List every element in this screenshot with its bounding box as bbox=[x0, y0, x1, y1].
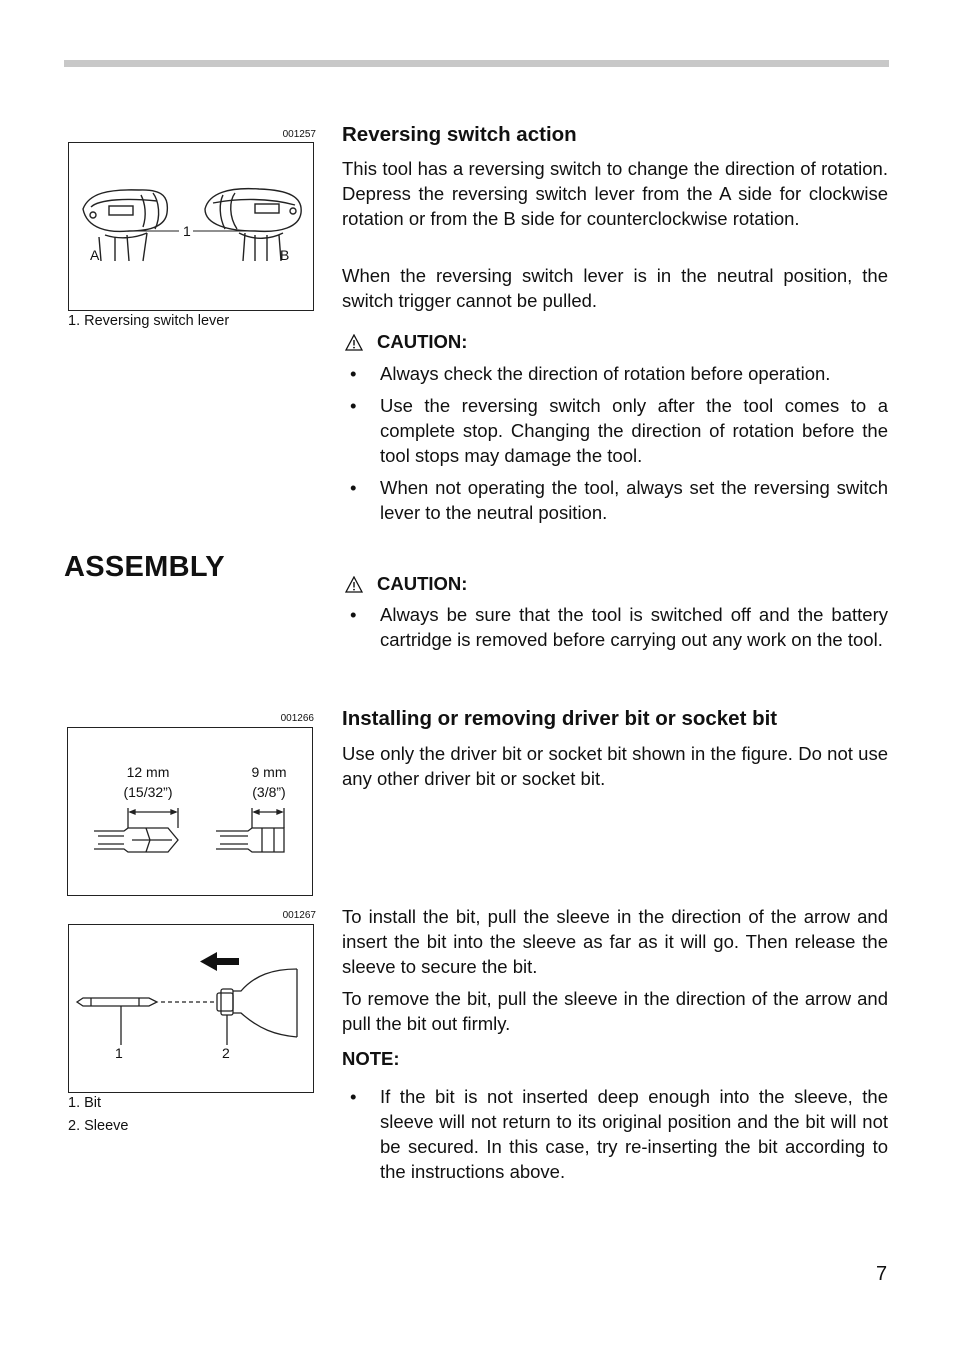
label-b: B bbox=[280, 247, 290, 263]
figure-caption-1 bbox=[68, 310, 229, 333]
label-1: 1 bbox=[183, 223, 191, 239]
sleeve-drawing bbox=[217, 969, 297, 1045]
reversing-paragraph-2: When the reversing switch lever is in the neutral position, the switch trigger cannot be pulled. bbox=[342, 265, 888, 311]
list-item: • Always check the direction of rotation before operation. bbox=[350, 363, 831, 384]
caution-label: CAUTION: bbox=[377, 573, 468, 594]
bit-sleeve-illustration bbox=[69, 925, 312, 1091]
driver-bit-drawing bbox=[94, 808, 178, 852]
caption-item: 1. Bit bbox=[68, 1095, 102, 1111]
dim2-inch: (3/8”) bbox=[252, 784, 286, 800]
figure-code-001257: 001257 bbox=[282, 129, 316, 140]
figure-bit-dimensions bbox=[67, 727, 313, 896]
note-list bbox=[342, 1084, 888, 1191]
pull-arrow-icon bbox=[200, 952, 239, 971]
assembly-caution-list bbox=[342, 602, 888, 659]
label-2: 2 bbox=[222, 1045, 230, 1061]
figure-bit-sleeve bbox=[68, 924, 314, 1093]
installing-paragraph-3: To remove the bit, pull the sleeve in the direction of the arrow and pull the bit out firmly. bbox=[342, 988, 888, 1034]
header-rule bbox=[64, 60, 889, 67]
caution-heading bbox=[345, 573, 467, 595]
dim1-value: 12 mm bbox=[126, 764, 170, 780]
list-item: • Use the reversing switch only after the tool comes to a complete stop. Changing the direction of rotation before the tool stops may damage the tool. bbox=[350, 395, 888, 466]
dim2-value: 9 mm bbox=[251, 764, 287, 780]
reversing-switch-illustration bbox=[69, 143, 312, 309]
installing-paragraph-1: Use only the driver bit or socket bit shown in the figure. Do not use any other driver bit or socket bit. bbox=[342, 743, 888, 789]
figure-caption-3 bbox=[68, 1092, 128, 1138]
bit-drawing bbox=[77, 998, 157, 1045]
installing-paragraph-2: To install the bit, pull the sleeve in the direction of the arrow and insert the bit into the sleeve as far as it will go. Then release the sleeve to secure the bit. bbox=[342, 906, 888, 977]
reversing-paragraph-1: This tool has a reversing switch to change the direction of rotation. Depress the reversing switch lever from the A side for clockwise rotation or from the B side for counterclockwise rotation. bbox=[342, 158, 888, 229]
socket-bit-drawing bbox=[216, 808, 284, 852]
caution-heading bbox=[345, 331, 467, 353]
caution-label: CAUTION: bbox=[377, 331, 468, 352]
warning-icon bbox=[345, 334, 363, 351]
bit-dimension-illustration bbox=[68, 728, 311, 894]
label-1: 1 bbox=[115, 1045, 123, 1061]
caption-item: 1. Reversing switch lever bbox=[68, 313, 230, 329]
figure-code-001267: 001267 bbox=[282, 910, 316, 921]
figure-code-001266: 001266 bbox=[280, 713, 314, 724]
section-heading-reversing: Reversing switch action bbox=[342, 123, 577, 146]
reversing-caution-list bbox=[342, 361, 888, 532]
list-item: • If the bit is not inserted deep enough into the sleeve, the sleeve will not return to its original position and the bit will not be secured. In this case, try re-inserting the bit according to the instructions above. bbox=[350, 1086, 888, 1182]
caption-item: 2. Sleeve bbox=[68, 1118, 129, 1134]
dim1-inch: (15/32”) bbox=[123, 784, 173, 800]
assembly-heading: ASSEMBLY bbox=[64, 551, 225, 583]
note-label: NOTE: bbox=[342, 1048, 400, 1069]
figure-reversing-switch bbox=[68, 142, 314, 311]
label-a: A bbox=[90, 247, 100, 263]
list-item: • Always be sure that the tool is switched off and the battery cartridge is removed before carrying out any work on the tool. bbox=[350, 604, 888, 650]
section-heading-installing: Installing or removing driver bit or socket bit bbox=[342, 707, 778, 730]
warning-icon bbox=[345, 576, 363, 593]
page-number: 7 bbox=[876, 1263, 888, 1285]
list-item: • When not operating the tool, always set the reversing switch lever to the neutral position. bbox=[350, 477, 888, 523]
